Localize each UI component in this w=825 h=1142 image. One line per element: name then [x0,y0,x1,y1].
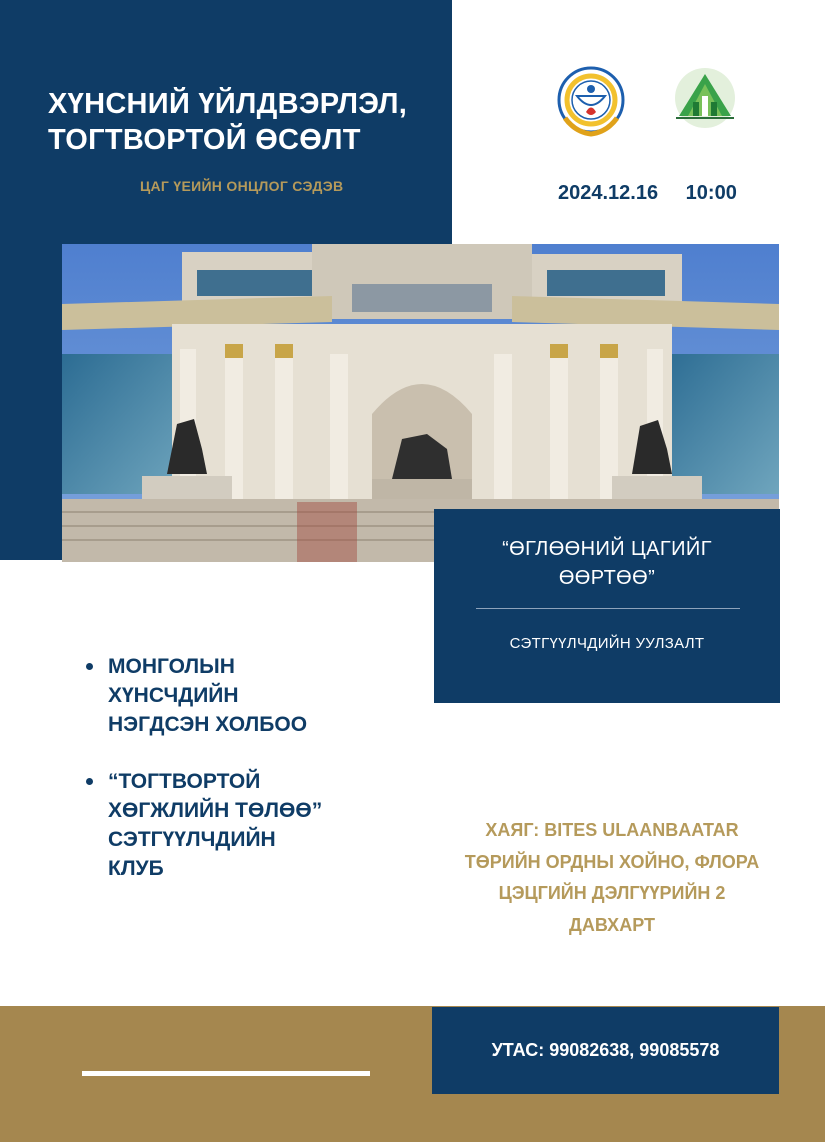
food-association-logo [555,66,627,140]
address-line-2: ТӨРИЙН ОРДНЫ ХОЙНО, ФЛОРА [464,851,760,872]
organizer-line: ХҮНСЧДИЙН [108,684,239,707]
address-line-3: ЦЭЦГИЙН ДЭЛГҮҮРИЙН 2 [498,883,726,903]
address-line-1: ХАЯГ: BITES ULAANBAATAR [485,820,739,840]
organizer-line: НЭГДСЭН ХОЛБОО [108,713,308,736]
event-info-card [434,509,780,703]
event-time: 10:00 [685,182,737,204]
organizer-line: “ТОГТВОРТОЙ [108,770,261,793]
event-title-line-1: “ӨГЛӨӨНИЙ ЦАГИЙГ [502,538,712,560]
event-datetime [558,182,737,205]
address-line-4: ДАВХАРТ [569,914,655,935]
organizer-line: ХӨГЖЛИЙН ТӨЛӨӨ” [108,799,323,822]
poster-title [48,86,438,158]
event-title-line-2: ӨӨРТӨӨ” [558,567,656,589]
organizer-line: СЭТГҮҮЛЧДИЙН [108,828,276,851]
organizer-list [86,652,416,911]
footer-accent-line [82,1071,370,1076]
event-type: СЭТГҮҮЛЧДИЙН УУЛЗАЛТ [509,635,705,652]
title-line-1: ХҮНСНИЙ ҮЙЛДВЭРЛЭЛ, [48,88,408,120]
organizer-line: КЛУБ [108,857,164,880]
poster-subtitle: ЦАГ ҮЕИЙН ОНЦЛОГ СЭДЭВ [140,178,344,194]
event-title [434,535,780,593]
bullet-icon [86,778,93,785]
organizer-item [86,767,416,883]
journalists-club-logo [658,60,752,144]
contact-phone: УТАС: 99082638, 99085578 [432,1007,779,1094]
event-divider [476,608,740,609]
organizer-item [86,652,416,739]
bullet-icon [86,663,93,670]
title-line-2: ТОГТВОРТОЙ ӨСӨЛТ [48,124,361,156]
venue-address [432,815,792,941]
organizer-line: МОНГОЛЫН [108,655,235,678]
event-date: 2024.12.16 [558,182,659,204]
